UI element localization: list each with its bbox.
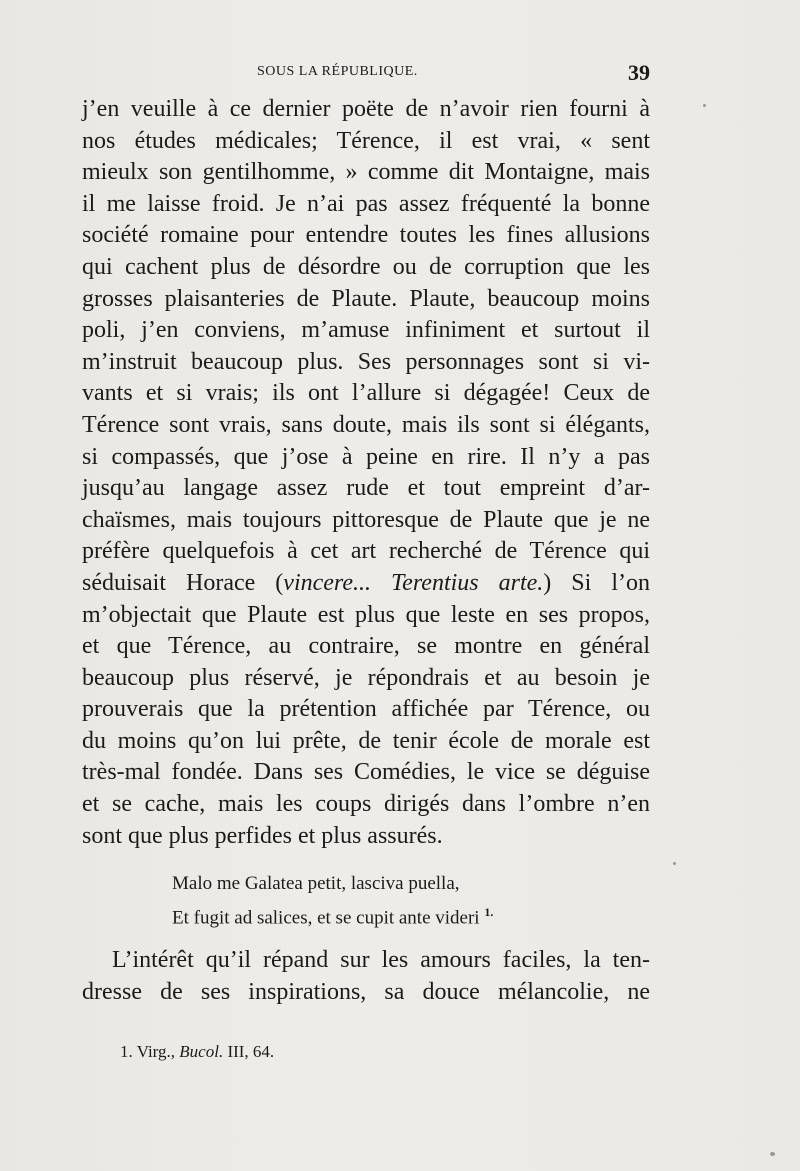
text-segment: ) Si l’on: [543, 569, 650, 596]
footnote-work: Bucol.: [179, 1042, 224, 1061]
second-paragraph: [82, 945, 650, 1008]
verse-line: Malo me Galatea petit, lasciva puella,: [172, 873, 460, 894]
verse-line: [172, 898, 493, 932]
page-number: 39: [628, 60, 650, 85]
paper-speck: [673, 862, 676, 865]
text-line: poli, j’en conviens, m’amuse infiniment et surtout il: [82, 317, 650, 344]
footnote-source: Virg.,: [136, 1042, 176, 1061]
text-line: préfère quelquefois à cet art recherché de Térence qui: [82, 538, 650, 565]
text-line: si compassés, que j’ose à peine en rire. Il n’y a pas: [82, 443, 650, 470]
verse-text: Et fugit ad salices, et se cupit ante videri: [172, 907, 480, 929]
footnote-ref: III, 64.: [227, 1042, 275, 1061]
paper-speck: [770, 1152, 775, 1156]
text-line: qui cachent plus de désordre ou de corruption que les: [82, 253, 650, 280]
text-segment: séduisait Horace (: [82, 569, 284, 596]
body-paragraph: [82, 94, 650, 852]
verse-quotation: [172, 870, 493, 932]
text-line: du moins qu’on lui prête, de tenir école de morale est: [82, 727, 650, 754]
text-line: mieulx son gentilhomme, » comme dit Montaigne, mais: [82, 159, 650, 186]
text-line: société romaine pour entendre toutes les fines allusions: [82, 222, 650, 249]
text-line: et se cache, mais les coups dirigés dans l’ombre n’en: [82, 791, 650, 818]
text-line: j’en veuille à ce dernier poëte de n’avoir rien fourni à: [82, 96, 650, 122]
text-line: très-mal fondée. Dans ses Comédies, le vice se déguise: [82, 759, 650, 786]
text-line: L’intérêt qu’il répand sur les amours faciles, la ten-: [112, 947, 650, 973]
footnote-number: 1.: [120, 1042, 133, 1061]
footnote: [120, 1042, 274, 1062]
text-line: et que Térence, au contraire, se montre en général: [82, 633, 650, 660]
text-line: grosses plaisanteries de Plaute. Plaute, beaucoup moins: [82, 285, 650, 312]
text-line: prouverais que la prétention affichée par Térence, ou: [82, 696, 650, 723]
paper-speck: [703, 104, 706, 107]
running-title: SOUS LA RÉPUBLIQUE.: [257, 64, 418, 79]
text-line: beaucoup plus réservé, je répondrais et au besoin je: [82, 664, 650, 691]
text-line: il me laisse froid. Je n’ai pas assez fréquenté la bonne: [82, 190, 650, 217]
text-line: chaïsmes, mais toujours pittoresque de Plaute que je ne: [82, 506, 650, 533]
text-line: jusqu’au langage assez rude et tout empreint d’ar-: [82, 475, 650, 502]
text-line: Térence sont vrais, sans doute, mais ils sont si élégants,: [82, 411, 650, 438]
text-line: nos études médicales; Térence, il est vrai, « sent: [82, 127, 650, 154]
running-head: [82, 60, 650, 86]
text-line: m’objectait que Plaute est plus que leste en ses propos,: [82, 601, 650, 628]
italic-quotation: vincere... Terentius arte.: [283, 569, 544, 596]
text-line-with-italic: [82, 568, 650, 600]
text-line: sont que plus perfides et plus assurés.: [82, 822, 443, 849]
text-line: m’instruit beaucoup plus. Ses personnages sont si vi-: [82, 348, 650, 375]
text-line: dresse de ses inspirations, sa douce mélancolie, ne: [82, 978, 650, 1005]
footnote-reference: 1.: [484, 905, 494, 919]
text-line: vants et si vrais; ils ont l’allure si dégagée! Ceux de: [82, 380, 650, 407]
